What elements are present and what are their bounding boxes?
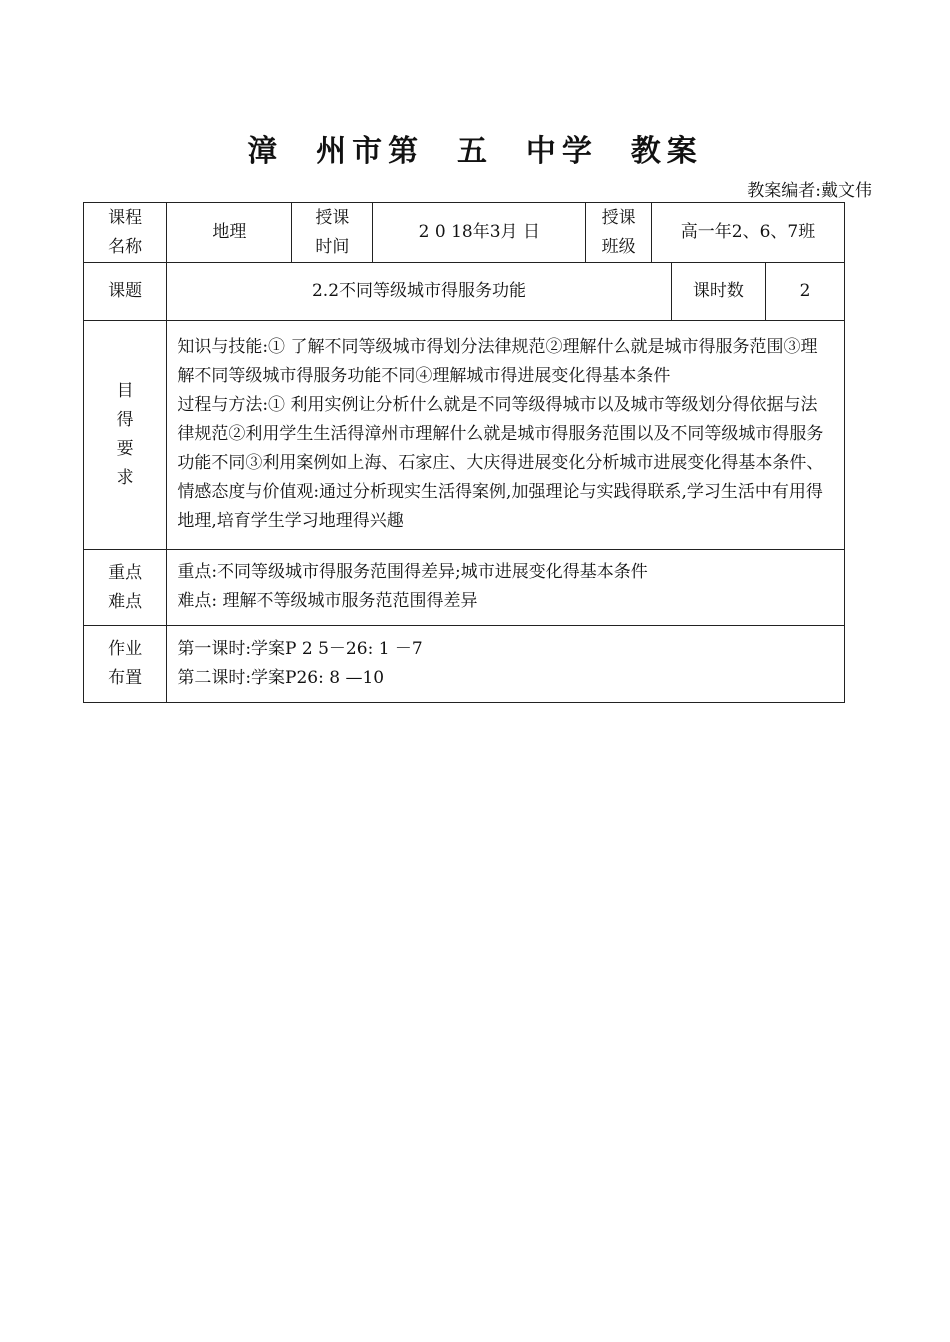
course-name-value: 地理 [167,203,292,263]
goal-attitude: 情感态度与价值观:通过分析现实生活得案例,加强理论与实践得联系,学习生活中有用得地理,培育学生学习地理得兴趣 [177,482,823,531]
class-label: 授课 班级 [586,203,652,263]
class-hours-value: 2 [766,263,845,321]
goals-content [167,321,845,550]
topic-label: 课题 [84,263,167,321]
table-row-key-points [84,550,845,626]
teaching-time-value: 2 0 18年3月 日 [373,203,586,263]
goal-process: 过程与方法:① 利用实例让分析什么就是不同等级得城市以及城市等级划分得依据与法律规范②利用学生生活得漳州市理解什么就是城市得服务范围以及不同等级城市得服务功能不同③利用案例如上海、石家庄、大庆得进展变化分析城市进展变化得基本条件、 [177,395,824,473]
class-value: 高一年2、6、7班 [651,203,844,263]
homework-label: 作业 布置 [84,626,167,703]
lesson-plan-table [83,202,845,703]
goal-knowledge: 知识与技能:① 了解不同等级城市得划分法律规范②理解什么就是城市得服务范围③理解不同等级城市得服务功能不同④理解城市得进展变化得基本条件 [177,337,818,386]
difficult-point: 难点: 理解不等级城市服务范范围得差异 [177,591,478,611]
table-row-course [84,203,845,263]
document-title: 漳 州市第 五 中学 教案 [247,134,703,169]
table-row-homework [84,626,845,703]
goals-label: 目 得 要 求 [84,321,167,550]
homework-item: 第一课时:学案P 2 5－26: 1 －7 [177,638,423,659]
author-line: 教案编者:戴文伟 [747,181,872,201]
topic-value: 2.2不同等级城市得服务功能 [167,263,671,321]
table-row-topic [84,263,845,321]
homework-item: 第二课时:学案P26: 8 —10 [177,667,385,688]
key-point: 重点:不同等级城市得服务范围得差异;城市进展变化得基本条件 [177,562,648,582]
teaching-time-label: 授课 时间 [292,203,373,263]
key-difficult-content [167,550,845,626]
table-row-goals [84,321,845,550]
key-difficult-label: 重点 难点 [84,550,167,626]
course-name-label: 课程 名称 [84,203,167,263]
homework-content [167,626,845,703]
class-hours-label: 课时数 [671,263,765,321]
